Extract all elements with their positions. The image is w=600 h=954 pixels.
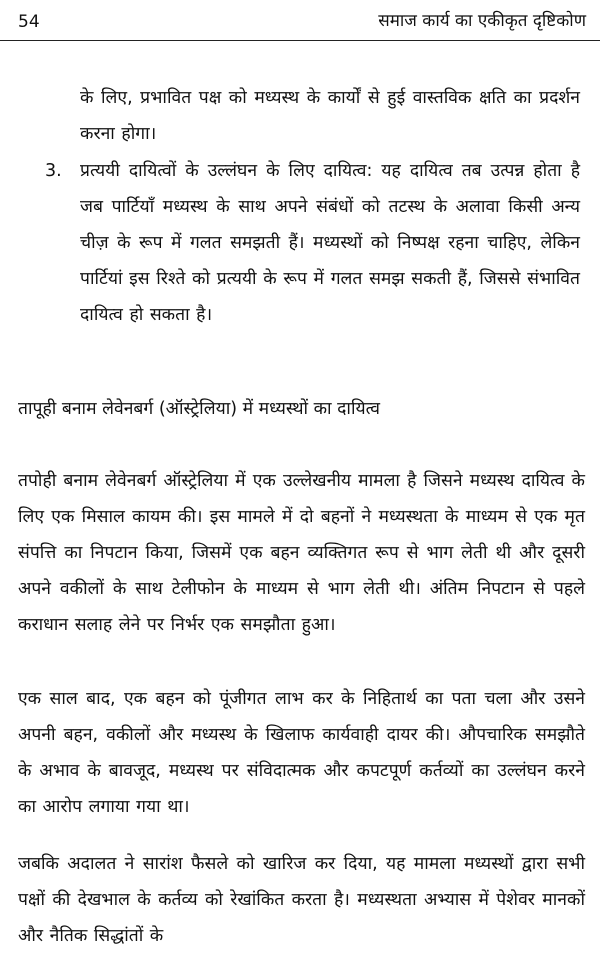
page-number: 54 (18, 12, 40, 32)
running-title: समाज कार्य का एकीकृत दृष्टिकोण (378, 11, 586, 31)
header-divider (0, 40, 600, 41)
section-heading: तापूही बनाम लेवेनबर्ग (ऑस्ट्रेलिया) में मध्यस्थों का दायित्व (18, 399, 381, 419)
body-paragraph: तपोही बनाम लेवेनबर्ग ऑस्ट्रेलिया में एक उल्लेखनीय मामला है जिसने मध्यस्थ दायित्व के लिए एक मिसाल कायम की। इस मामले में दो बहनों ने मध्यस्थता के माध्यम से एक मृत संपत्ति का निपटान किया, जिसमें एक बहन व्यक्तिगत रूप से भाग लेती थी और दूसरी अपने वकीलों के साथ टेलीफोन के माध्यम से भाग लेती थी। अंतिम निपटान से पहले कराधान सलाह लेने पर निर्भर एक समझौता हुआ। (18, 471, 585, 635)
continuation-paragraph: के लिए, प्रभावित पक्ष को मध्यस्थ के कार्यों से हुई वास्तविक क्षति का प्रदर्शन करना होगा। (80, 88, 580, 144)
list-item-text: प्रत्ययी दायित्वों के उल्लंघन के लिए दायित्व: यह दायित्व तब उत्पन्न होता है जब पार्टियाँ मध्यस्थ के साथ अपने संबंधों को तटस्थ के अलावा किसी अन्य चीज़ के रूप में गलत समझती हैं। मध्यस्थों को निष्पक्ष रहना चाहिए, लेकिन पार्टियां इस रिश्ते को प्रत्ययी के रूप में गलत समझ सकती हैं, जिससे संभावित दायित्व हो सकता है। (80, 161, 580, 325)
body-paragraph: जबकि अदालत ने सारांश फैसले को खारिज कर दिया, यह मामला मध्यस्थों द्वारा सभी पक्षों की देखभाल के कर्तव्य को रेखांकित करता है। मध्यस्थता अभ्यास में पेशेवर मानकों और नैतिक सिद्धांतों के (18, 854, 585, 946)
list-item-number: 3. (45, 161, 62, 181)
body-paragraph: एक साल बाद, एक बहन को पूंजीगत लाभ कर के निहितार्थ का पता चला और उसने अपनी बहन, वकीलों और मध्यस्थ के खिलाफ कार्यवाही दायर की। औपचारिक समझौते के अभाव के बावजूद, मध्यस्थ पर संविदात्मक और कपटपूर्ण कर्तव्यों का उल्लंघन करने का आरोप लगाया गया था। (18, 689, 585, 817)
page-header (0, 0, 600, 44)
